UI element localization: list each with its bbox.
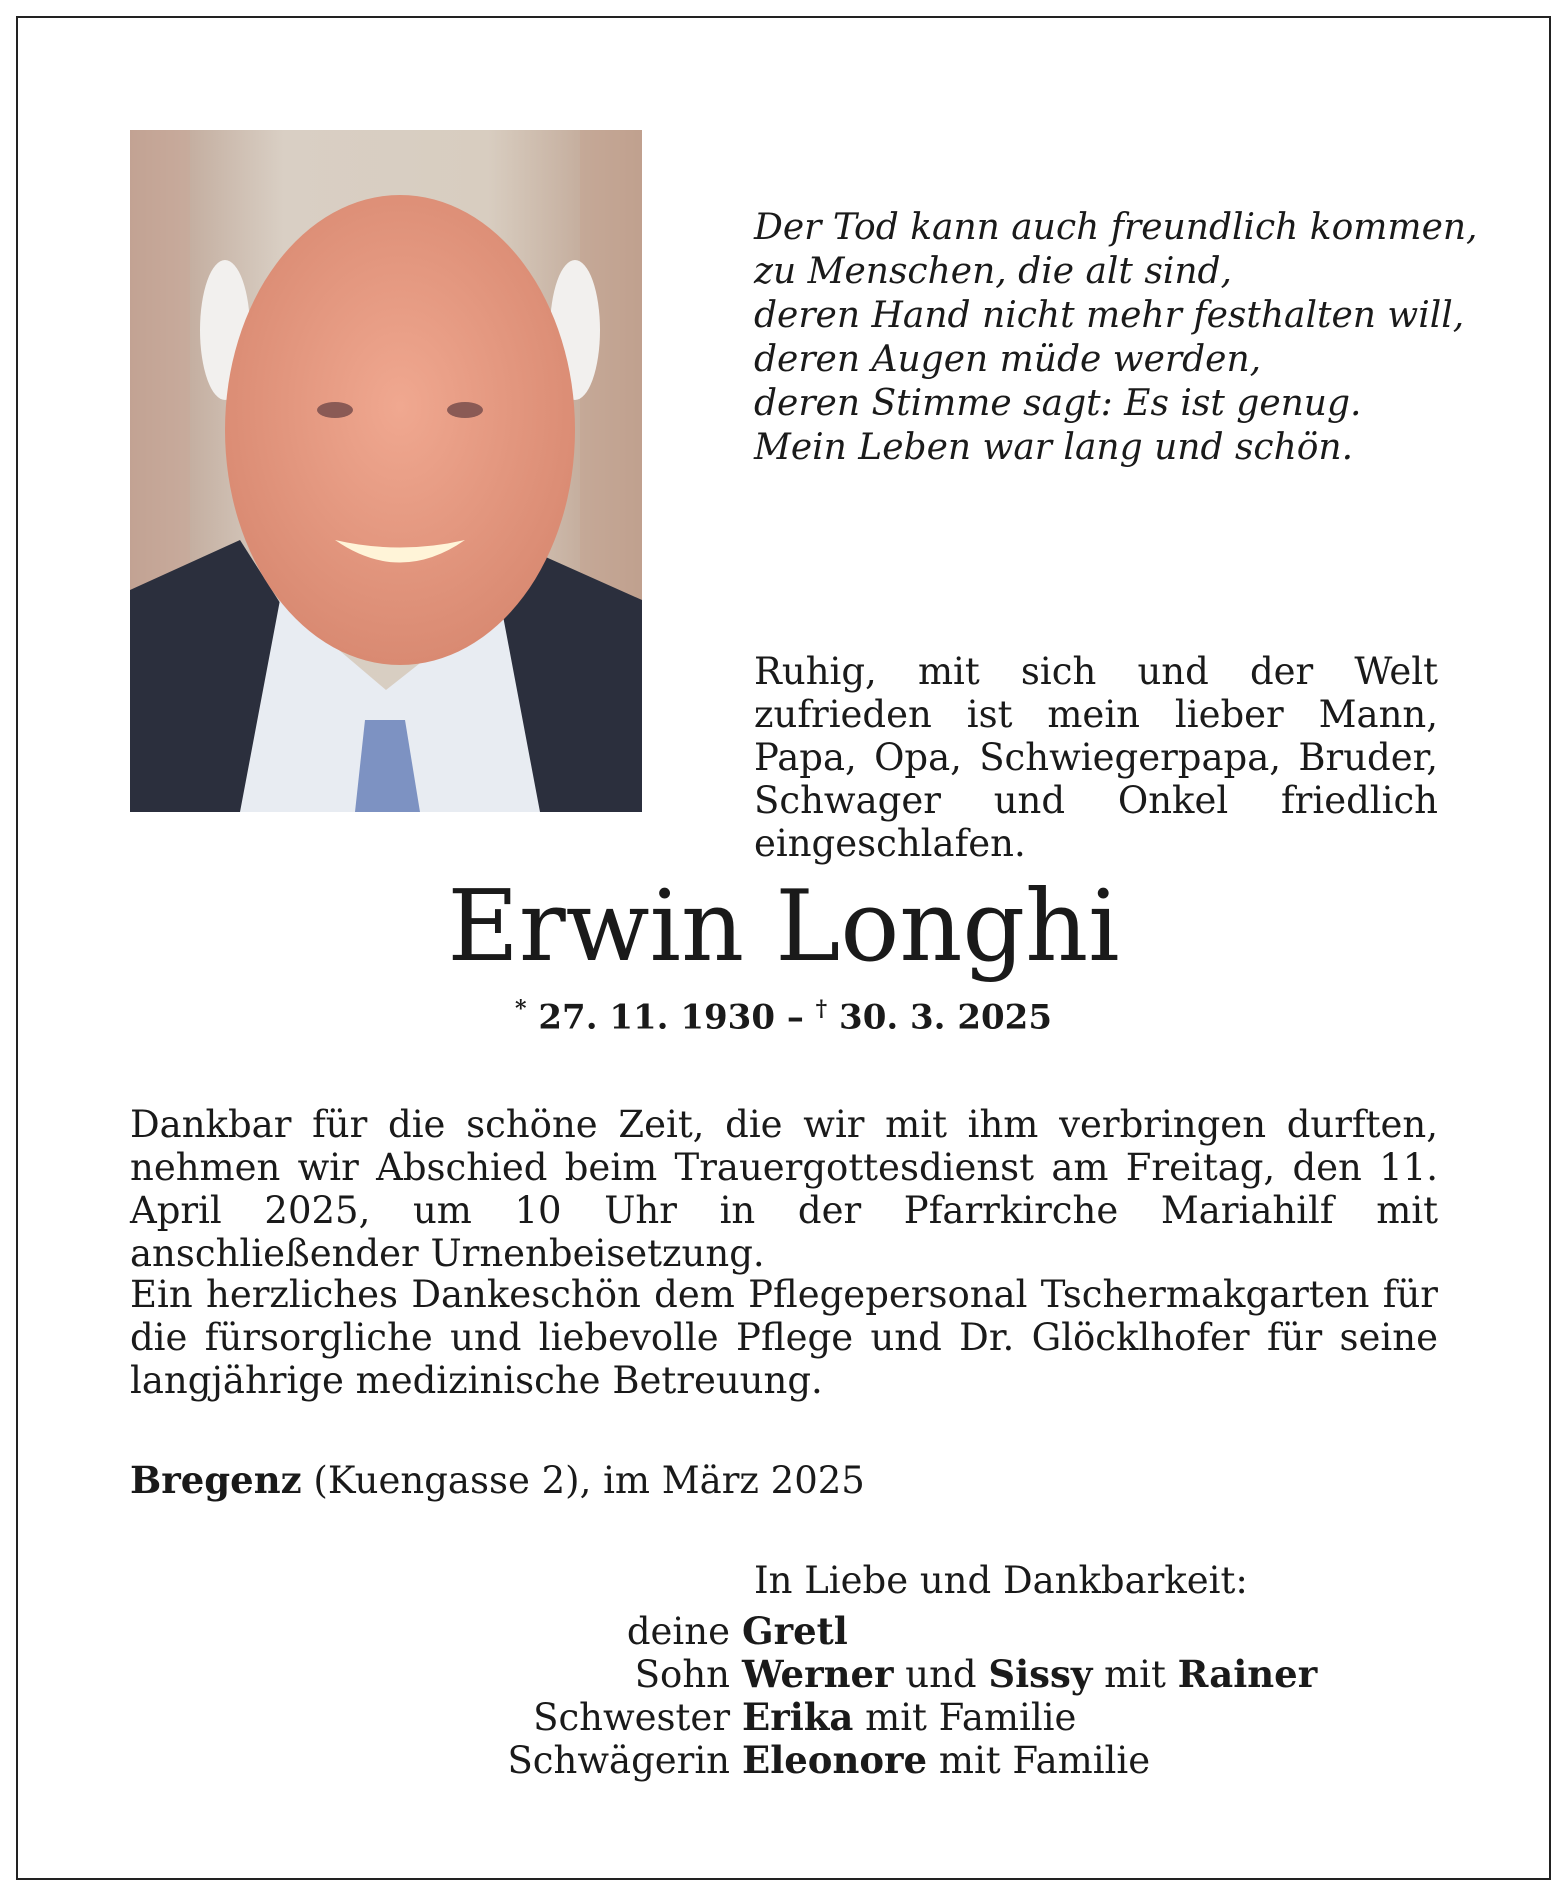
thanks-text: Ein herzliches Dankeschön dem Pflegepersonal Tschermakgarten für die fürsorgliche und liebevolle Pflege und Dr. Glöcklhofer für seine langjährige medizinische Betreuung. — [130, 1273, 1438, 1402]
signer-name: Werner — [742, 1652, 894, 1696]
intro-text: Ruhig, mit sich und der Welt zufrieden ist mein lieber Mann, Papa, Opa, Schwiegerpapa, Bruder, Schwager und Onkel friedlich eingeschlafen. — [754, 650, 1438, 865]
death-date: 30. 3. 2025 — [839, 997, 1052, 1038]
poem-line: Mein Leben war lang und schön. — [754, 427, 1354, 468]
signer-tail: mit Familie — [927, 1739, 1151, 1782]
date-separator: – — [786, 997, 804, 1038]
poem-verse — [754, 206, 1478, 470]
place-city: Bregenz — [130, 1458, 302, 1502]
signer-name: Gretl — [742, 1609, 848, 1653]
signer-row — [380, 1696, 1480, 1739]
poem-line: deren Hand nicht mehr festhalten will, — [754, 295, 1465, 336]
signer-relation: deine — [626, 1610, 730, 1653]
portrait-photo — [130, 130, 642, 812]
signer-tail: mit Familie — [853, 1696, 1077, 1739]
signer-connector: und — [893, 1653, 989, 1696]
place-rest: (Kuengasse 2), im März 2025 — [301, 1459, 865, 1502]
place-date — [130, 1459, 865, 1502]
signer-row — [380, 1610, 1480, 1653]
funeral-info: Dankbar für die schöne Zeit, die wir mit ihm verbringen durften, nehmen wir Abschied beim Trauergottesdienst am Freitag, den 11. April 2025, um 10 Uhr in der Pfarrkirche Mariahilf mit anschließender Urnenbeisetzung. — [130, 1103, 1438, 1275]
death-symbol: † — [815, 996, 828, 1022]
birth-symbol: * — [515, 996, 527, 1022]
signer-relation: Sohn — [634, 1653, 730, 1696]
signer-name: Sissy — [988, 1652, 1093, 1696]
poem-line: zu Menschen, die alt sind, — [754, 251, 1233, 292]
signer-row — [380, 1653, 1480, 1696]
signer-name: Erika — [742, 1695, 854, 1739]
deceased-name: Erwin Longhi — [447, 870, 1120, 984]
signer-row — [380, 1739, 1480, 1782]
life-dates — [0, 996, 1567, 1037]
signer-name: Rainer — [1177, 1652, 1318, 1696]
signer-name: Eleonore — [742, 1738, 928, 1782]
signer-relation: Schwester — [533, 1696, 730, 1739]
birth-date: 27. 11. 1930 — [538, 997, 775, 1038]
poem-line: deren Stimme sagt: Es ist genug. — [754, 383, 1362, 424]
poem-line: deren Augen müde werden, — [754, 339, 1262, 380]
signer-list — [380, 1610, 1480, 1782]
poem-line: Der Tod kann auch freundlich kommen, — [754, 207, 1478, 248]
signer-connector: mit — [1092, 1653, 1178, 1696]
closing-line: In Liebe und Dankbarkeit: — [754, 1559, 1248, 1602]
signer-relation: Schwägerin — [507, 1739, 730, 1782]
